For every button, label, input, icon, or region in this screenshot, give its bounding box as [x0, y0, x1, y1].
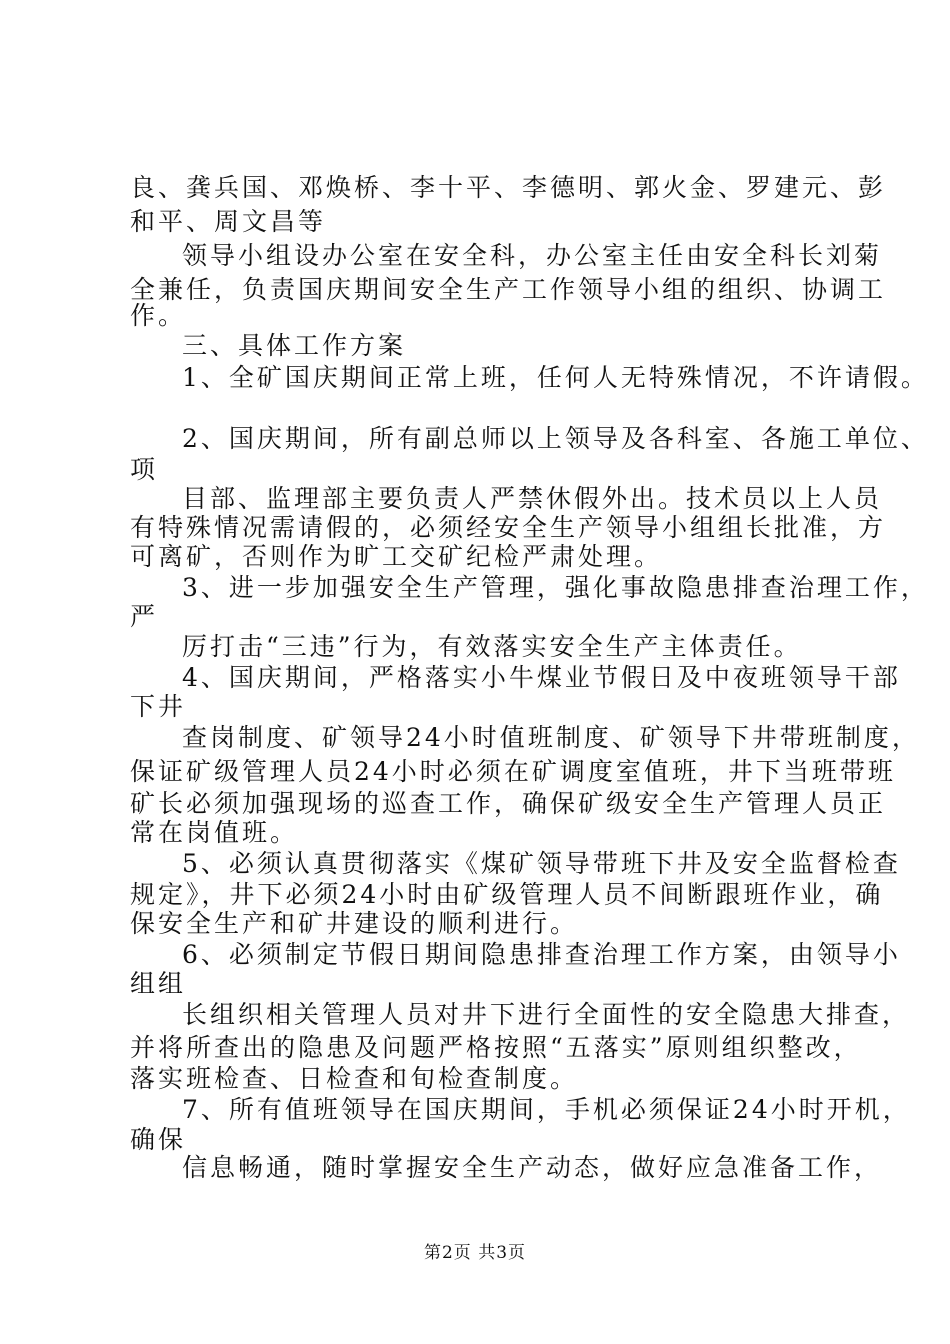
- body-line: 6、必须制定节假日期间隐患排查治理工作方案，由领导小: [182, 940, 901, 969]
- body-line: 保证矿级管理人员24小时必须在矿调度室值班，井下当班带班: [130, 757, 896, 786]
- body-line: 7、所有值班领导在国庆期间，手机必须保证24小时开机，: [182, 1095, 911, 1124]
- body-line: 4、国庆期间，严格落实小牛煤业节假日及中夜班领导干部: [182, 663, 901, 692]
- body-line: 作。: [130, 301, 187, 330]
- body-line: 厉打击“三违”行为，有效落实安全生产主体责任。: [182, 632, 802, 661]
- body-line: 组组: [130, 969, 187, 998]
- body-line: 2、国庆期间，所有副总师以上领导及各科室、各施工单位、: [182, 424, 929, 453]
- body-line: 全兼任，负责国庆期间安全生产工作领导小组的组织、协调工: [130, 275, 887, 304]
- body-line: 信息畅通，随时掌握安全生产动态，做好应急准备工作，: [182, 1153, 883, 1182]
- section-heading: 三、具体工作方案: [182, 331, 407, 360]
- body-line: 保安全生产和矿井建设的顺利进行。: [130, 909, 579, 938]
- page-number-footer: 第2页 共3页: [423, 1243, 527, 1263]
- body-line: 良、龚兵国、邓焕桥、李十平、李德明、郭火金、罗建元、彭: [130, 173, 887, 202]
- body-line: 常在岗值班。: [130, 818, 299, 847]
- body-line: 可离矿，否则作为旷工交矿纪检严肃处理。: [130, 542, 663, 571]
- body-line: 矿长必须加强现场的巡查工作，确保矿级安全生产管理人员正: [130, 789, 887, 818]
- body-line: 长组织相关管理人员对井下进行全面性的安全隐患大排查，: [182, 1000, 911, 1029]
- body-line: 并将所查出的隐患及问题严格按照“五落实”原则组织整改，: [130, 1033, 862, 1062]
- body-line: 和平、周文昌等: [130, 207, 327, 236]
- body-line: 有特殊情况需请假的，必须经安全生产领导小组组长批准，方: [130, 513, 887, 542]
- body-line: 确保: [130, 1125, 187, 1154]
- body-line: 查岗制度、矿领导24小时值班制度、矿领导下井带班制度，: [182, 723, 920, 752]
- body-line: 规定》，井下必须24小时由矿级管理人员不间断跟班作业，确: [130, 880, 884, 909]
- body-line: 领导小组设办公室在安全科，办公室主任由安全科长刘菊: [182, 241, 883, 270]
- body-line: 严: [130, 602, 159, 631]
- body-line: 3、进一步加强安全生产管理，强化事故隐患排查治理工作，: [182, 573, 929, 602]
- body-line: 5、必须认真贯彻落实《煤矿领导带班下井及安全监督检查: [182, 849, 901, 878]
- body-line: 目部、监理部主要负责人严禁休假外出。技术员以上人员: [182, 484, 883, 513]
- body-line: 项: [130, 455, 159, 484]
- body-line: 1、全矿国庆期间正常上班，任何人无特殊情况，不许请假。: [182, 363, 929, 392]
- body-line: 落实班检查、日检查和旬检查制度。: [130, 1064, 579, 1093]
- body-line: 下井: [130, 692, 187, 721]
